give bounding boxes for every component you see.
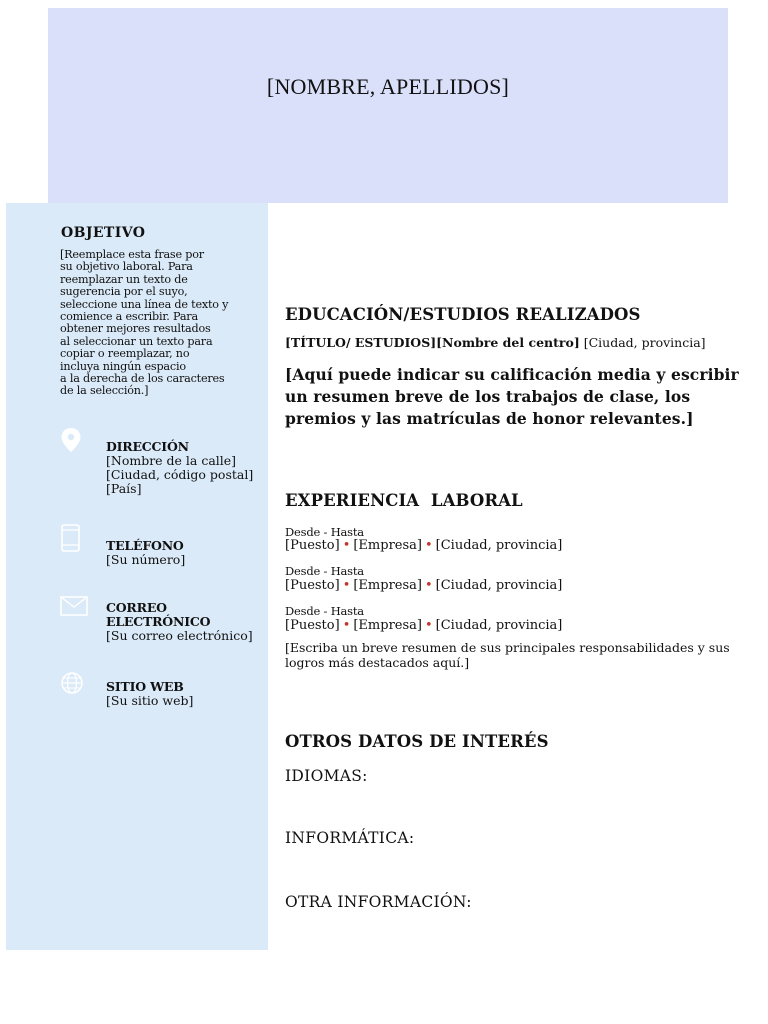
computing-label: INFORMÁTICA: — [285, 829, 415, 847]
address-city: [Ciudad, código postal] — [106, 467, 254, 482]
contact-website — [60, 671, 260, 711]
languages-label: IDIOMAS: — [285, 767, 368, 785]
separator-dot: • — [424, 618, 433, 633]
email-value: [Su correo electrónico] — [106, 628, 253, 643]
address-label: DIRECCIÓN — [106, 439, 189, 454]
contact-address — [60, 427, 260, 497]
objective-line: su objetivo laboral. Para — [60, 260, 193, 274]
phone-value: [Su número] — [106, 552, 186, 567]
education-location: [Ciudad, provincia] — [583, 335, 706, 350]
location-pin-icon — [60, 427, 82, 453]
job-line — [285, 578, 562, 593]
job-location: [Ciudad, provincia] — [435, 578, 563, 593]
objective-line: al seleccionar un texto para — [60, 334, 213, 348]
job-line — [285, 538, 562, 553]
globe-icon — [60, 671, 84, 695]
education-heading: EDUCACIÓN/ESTUDIOS REALIZADOS — [285, 305, 641, 324]
job-company: [Empresa] — [353, 538, 422, 553]
separator-dot: • — [342, 538, 351, 553]
objective-line: incluya ningún espacio — [60, 359, 186, 373]
objective-line: [Reemplace esta frase por — [60, 248, 204, 261]
envelope-icon — [60, 596, 88, 616]
objective-line: reemplazar un texto de — [60, 272, 188, 286]
objective-line: sugerencia por el suyo, — [60, 285, 188, 299]
job-company: [Empresa] — [353, 578, 422, 593]
email-label-line-2: ELECTRÓNICO — [106, 614, 211, 629]
objective-heading: OBJETIVO — [61, 225, 146, 241]
other-heading: OTROS DATOS DE INTERÉS — [285, 732, 549, 751]
job-location: [Ciudad, provincia] — [435, 538, 563, 553]
address-country: [País] — [106, 481, 142, 496]
objective-line: comience a escribir. Para — [60, 310, 198, 324]
separator-dot: • — [342, 578, 351, 593]
job-location: [Ciudad, provincia] — [435, 618, 563, 633]
education-entry — [285, 335, 706, 350]
objective-line: copiar o reemplazar, no — [60, 347, 190, 361]
separator-dot: • — [342, 618, 351, 633]
job-position: [Puesto] — [285, 618, 340, 633]
phone-label: TELÉFONO — [106, 538, 184, 553]
objective-text — [60, 249, 230, 398]
separator-dot: • — [424, 538, 433, 553]
separator-dot: • — [424, 578, 433, 593]
objective-line: a la derecha de los caracteres — [60, 372, 225, 386]
email-label-line-1: CORREO — [106, 600, 167, 615]
website-label: SITIO WEB — [106, 679, 184, 694]
objective-line: obtener mejores resultados — [60, 322, 211, 336]
objective-line: seleccione una línea de texto y — [60, 297, 229, 311]
experience-summary: [Escriba un breve resumen de sus principales responsabilidades y sus logros más destacados aquí.] — [285, 640, 730, 670]
job-position: [Puesto] — [285, 538, 340, 553]
education-degree: [TÍTULO/ ESTUDIOS] — [285, 335, 437, 350]
other-info-label: OTRA INFORMACIÓN: — [285, 893, 472, 911]
header-band — [48, 8, 728, 203]
experience-heading: EXPERIENCIA LABORAL — [285, 491, 523, 510]
sidebar — [6, 203, 268, 950]
address-street: [Nombre de la calle] — [106, 453, 237, 468]
objective-line: de la selección.] — [60, 384, 149, 398]
education-summary: [Aquí puede indicar su calificación media y escribir un resumen breve de los trabajos de clase, los premios y las matrículas de honor relevantes.] — [285, 365, 739, 428]
job-dates: Desde - Hasta — [285, 525, 364, 539]
job-dates: Desde - Hasta — [285, 604, 364, 618]
website-value: [Su sitio web] — [106, 693, 194, 708]
contact-email — [60, 596, 260, 646]
job-position: [Puesto] — [285, 578, 340, 593]
phone-icon — [60, 524, 82, 552]
job-dates: Desde - Hasta — [285, 564, 364, 578]
contact-phone — [60, 524, 260, 574]
job-line — [285, 618, 562, 633]
full-name: [NOMBRE, APELLIDOS] — [266, 74, 510, 99]
job-company: [Empresa] — [353, 618, 422, 633]
education-school: [Nombre del centro] — [436, 335, 580, 350]
